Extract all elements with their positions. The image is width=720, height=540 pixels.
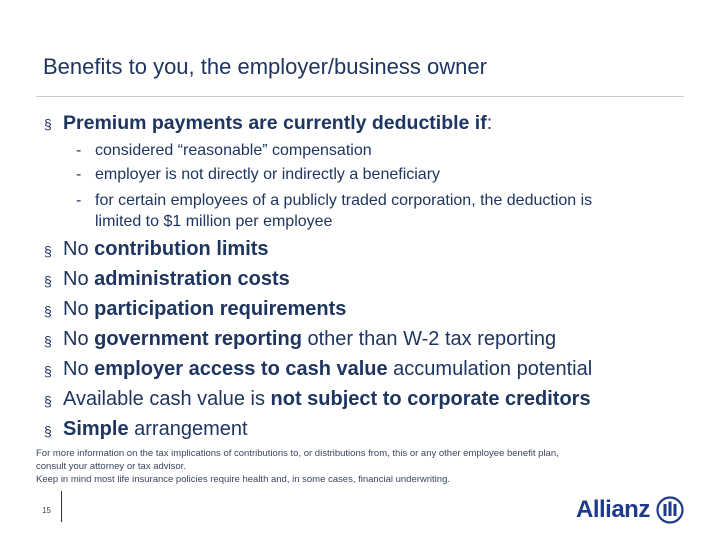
benefit-bullet	[63, 418, 248, 441]
bullet-marker	[44, 333, 55, 344]
dash-marker: -	[76, 142, 82, 159]
bullet-marker	[44, 273, 55, 284]
logo-wordmark: Allianz	[576, 496, 650, 523]
benefit-bullet	[63, 358, 592, 381]
title-divider	[36, 96, 684, 97]
bullet-text: No	[63, 238, 95, 260]
slide-title: Benefits to you, the employer/business owner	[43, 54, 487, 79]
footnote-line: For more information on the tax implications of contributions to, or distributions from, this or any other employee benefit plan,	[36, 448, 559, 459]
bullet-text: No	[63, 328, 95, 350]
bullet-emphasis: government reporting	[94, 328, 302, 350]
bullet-marker	[44, 393, 55, 404]
bullet-text: Available cash value is	[63, 388, 271, 410]
allianz-eagle-icon	[656, 496, 684, 524]
lead-bullet-tail: :	[486, 112, 493, 134]
dash-marker: -	[76, 166, 82, 183]
bullet-emphasis: employer access to cash value	[94, 358, 388, 380]
condition-text: for certain employees of a publicly traded corporation, the deduction is	[95, 192, 593, 209]
lead-bullet-bold: Premium payments are currently deductible if	[63, 112, 487, 134]
bullet-marker	[44, 363, 55, 374]
bullet-emphasis: participation requirements	[94, 298, 347, 320]
condition-text: limited to $1 million per employee	[95, 213, 333, 230]
bullet-text: No	[63, 298, 95, 320]
bullet-emphasis: not subject to corporate creditors	[270, 388, 591, 410]
bullet-text: accumulation potential	[387, 358, 593, 380]
benefit-bullet	[63, 298, 346, 321]
condition-text: considered “reasonable” compensation	[95, 142, 372, 159]
benefit-bullet	[63, 388, 591, 411]
page-number: 15	[42, 506, 51, 515]
benefit-bullet	[63, 238, 269, 261]
bullet-marker	[44, 303, 55, 314]
benefit-bullet	[63, 268, 290, 291]
bullet-emphasis: administration costs	[94, 268, 290, 290]
bullet-emphasis: contribution limits	[94, 238, 269, 260]
allianz-logo	[576, 494, 684, 526]
bullet-marker	[44, 423, 55, 434]
dash-marker: -	[76, 192, 82, 209]
bullet-text: No	[63, 358, 95, 380]
footnote-line: consult your attorney or tax advisor.	[36, 461, 186, 472]
bullet-text: arrangement	[128, 418, 248, 440]
condition-text: employer is not directly or indirectly a beneficiary	[95, 166, 441, 183]
page-number-divider	[61, 491, 62, 522]
bullet-marker	[44, 116, 55, 127]
bullet-text: No	[63, 268, 95, 290]
bullet-text: other than W-2 tax reporting	[301, 328, 557, 350]
lead-bullet	[63, 112, 492, 135]
bullet-marker	[44, 243, 55, 254]
benefit-bullet	[63, 328, 556, 351]
footnote-block	[36, 447, 676, 486]
bullet-emphasis: Simple	[63, 418, 129, 440]
footnote-line: Keep in mind most life insurance policies require health and, in some cases, financial underwriting.	[36, 474, 450, 485]
